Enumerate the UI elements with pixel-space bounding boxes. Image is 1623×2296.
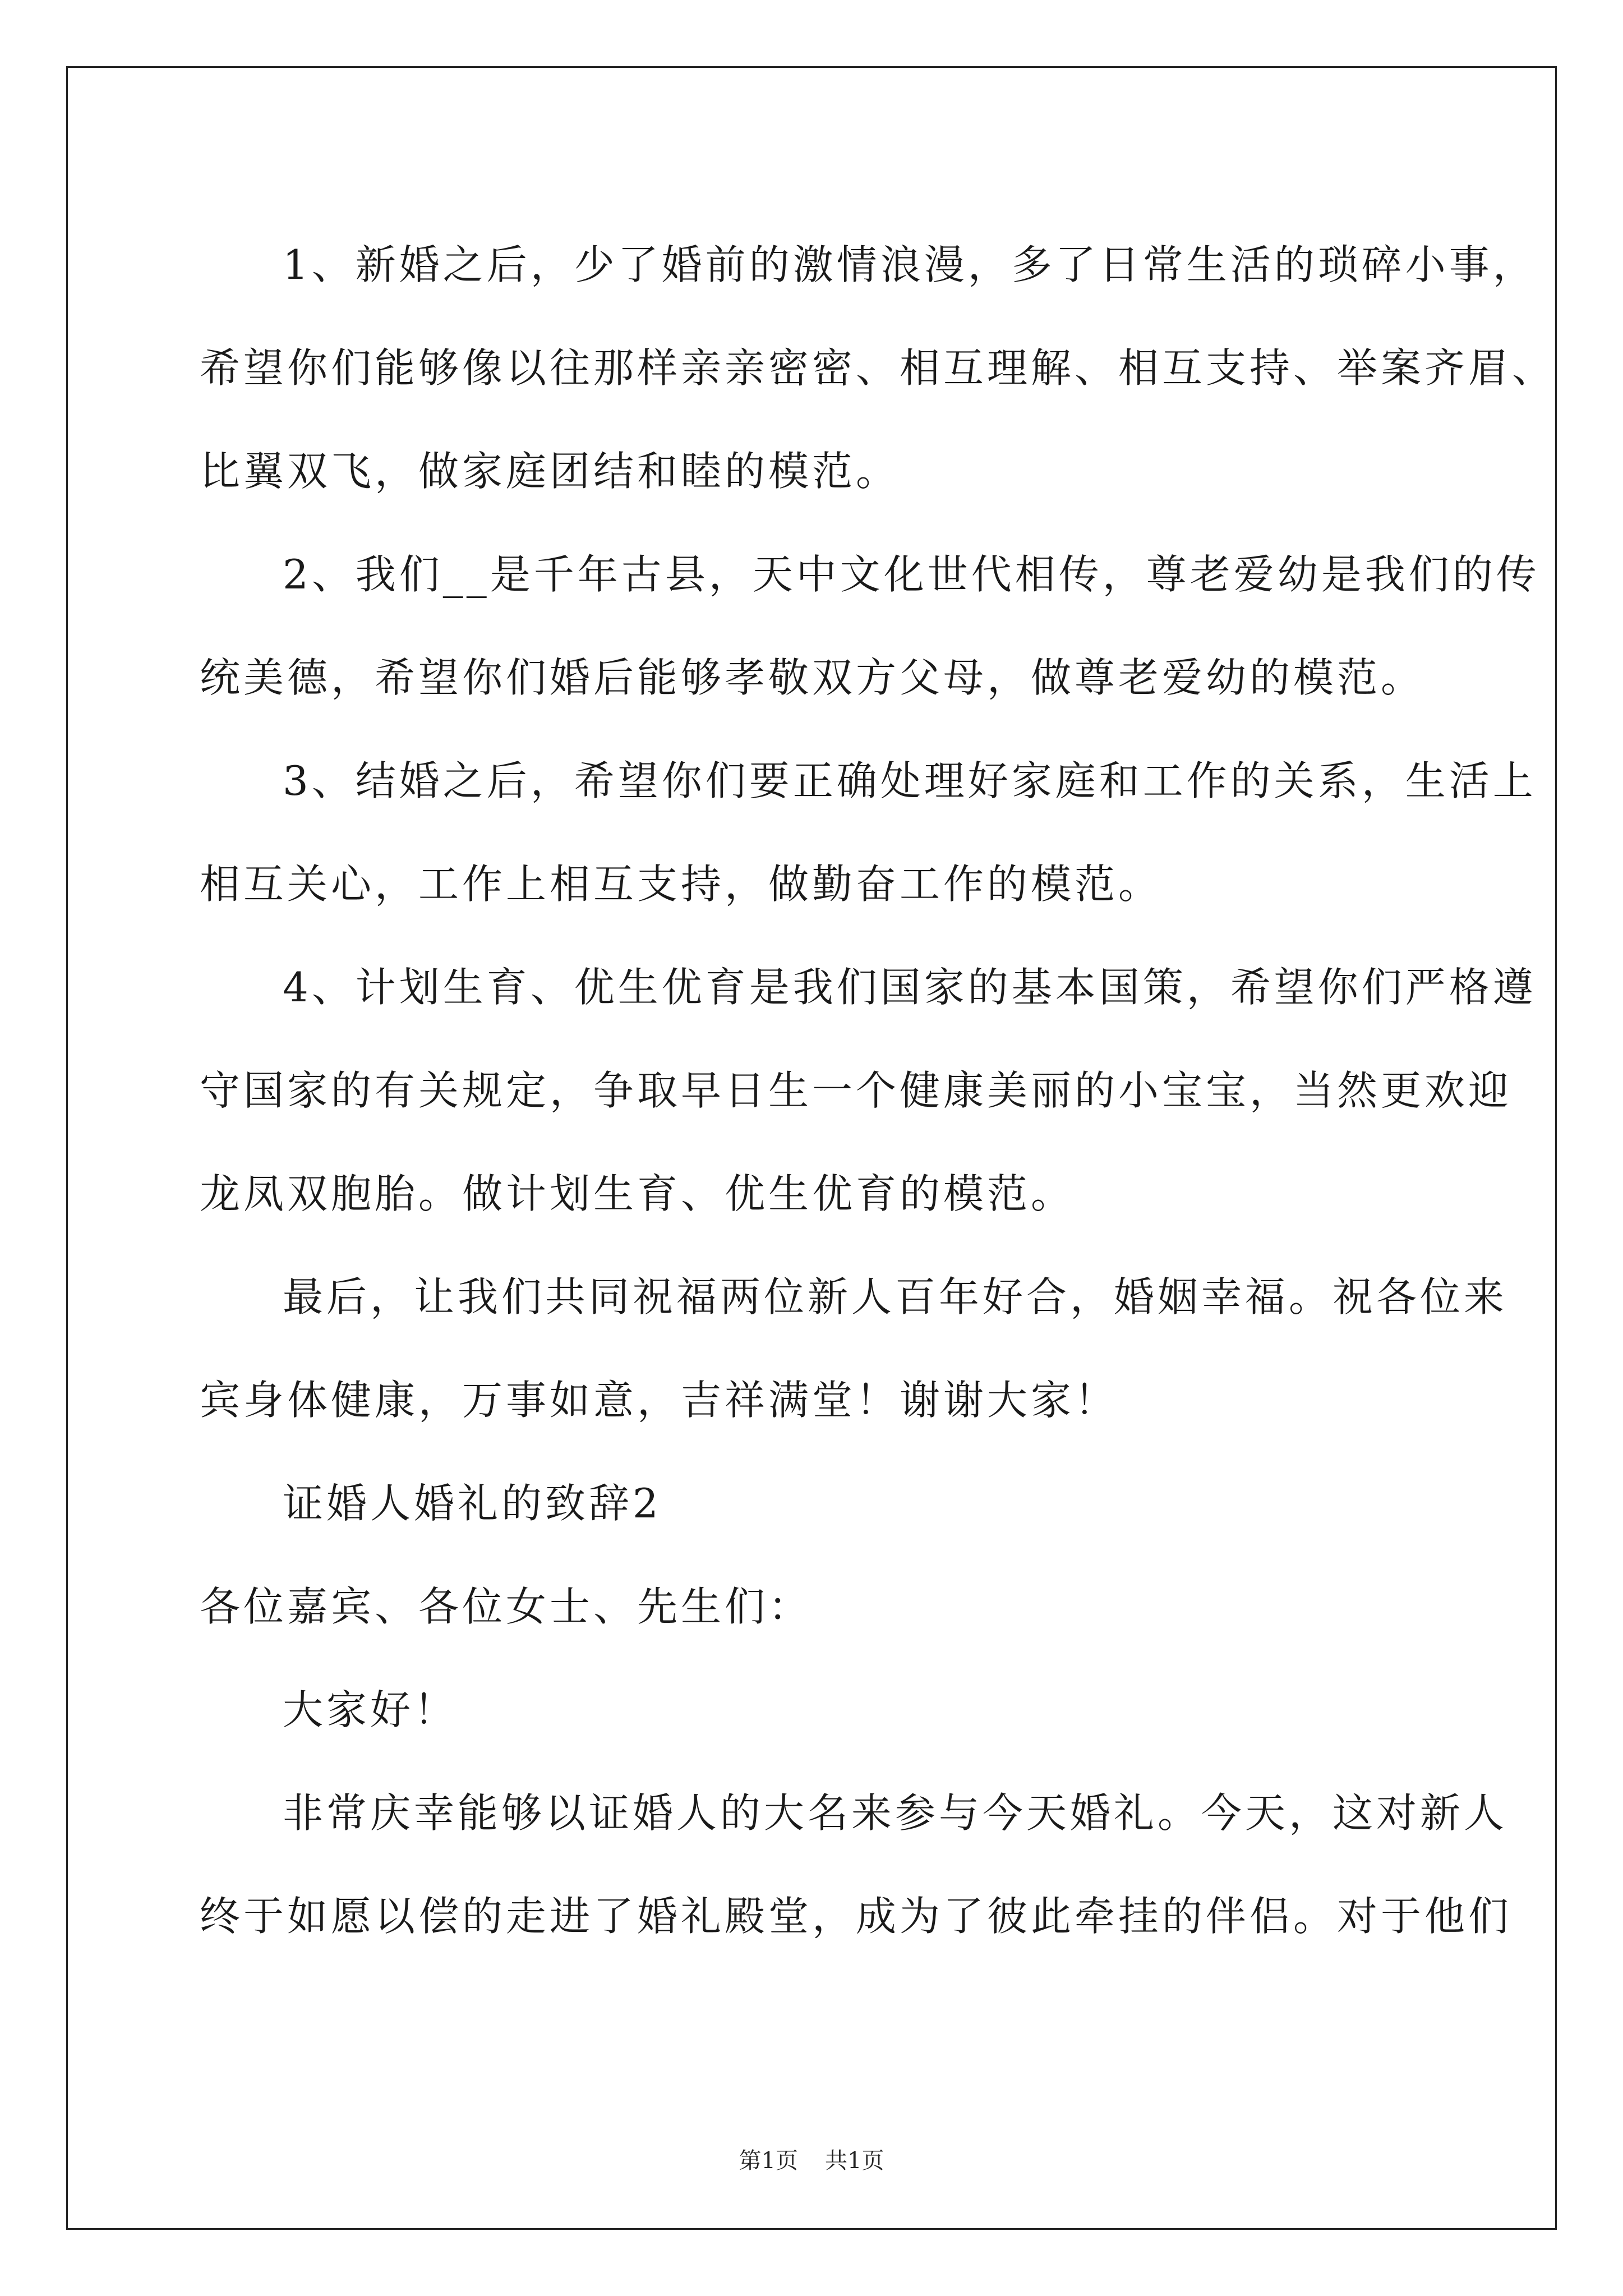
paragraph-line: 1、新婚之后，少了婚前的激情浪漫，多了日常生活的琐碎小事， [283, 241, 1537, 288]
paragraph-line: 统美德，希望你们婚后能够孝敬双方父母，做尊老爱幼的模范。 [200, 654, 1425, 701]
paragraph-line: 龙凤双胞胎。做计划生育、优生优育的模范。 [200, 1170, 1075, 1217]
page-total: 共1页 [825, 2148, 884, 2174]
paragraph-line: 3、结婚之后，希望你们要正确处理好家庭和工作的关系，生活上 [283, 757, 1537, 804]
section-heading: 证婚人婚礼的致辞2 [283, 1480, 662, 1527]
paragraph-line: 终于如愿以偿的走进了婚礼殿堂，成为了彼此牵挂的伴侣。对于他们 [200, 1893, 1513, 1940]
greeting: 大家好！ [283, 1686, 458, 1733]
page-footer [0, 2143, 1623, 2175]
document-body [200, 213, 1556, 1968]
paragraph-line: 2、我们__是千年古县，天中文化世代相传，尊老爱幼是我们的传 [283, 551, 1540, 598]
paragraph-line: 非常庆幸能够以证婚人的大名来参与今天婚礼。今天，这对新人 [283, 1789, 1508, 1837]
paragraph-line: 守国家的有关规定，争取早日生一个健康美丽的小宝宝，当然更欢迎 [200, 1067, 1513, 1114]
paragraph-line: 比翼双飞，做家庭团结和睦的模范。 [200, 448, 900, 495]
salutation: 各位嘉宾、各位女士、先生们： [200, 1583, 813, 1630]
page-number: 第1页 [739, 2148, 798, 2174]
paragraph-line: 4、计划生育、优生优育是我们国家的基本国策，希望你们严格遵 [283, 964, 1537, 1011]
paragraph-line: 相互关心，工作上相互支持，做勤奋工作的模范。 [200, 861, 1163, 908]
paragraph-line: 宾身体健康，万事如意，吉祥满堂！谢谢大家！ [200, 1377, 1119, 1424]
paragraph-line: 最后，让我们共同祝福两位新人百年好合，婚姻幸福。祝各位来 [283, 1273, 1508, 1320]
paragraph-line: 希望你们能够像以往那样亲亲密密、相互理解、相互支持、举案齐眉、 [200, 344, 1556, 392]
